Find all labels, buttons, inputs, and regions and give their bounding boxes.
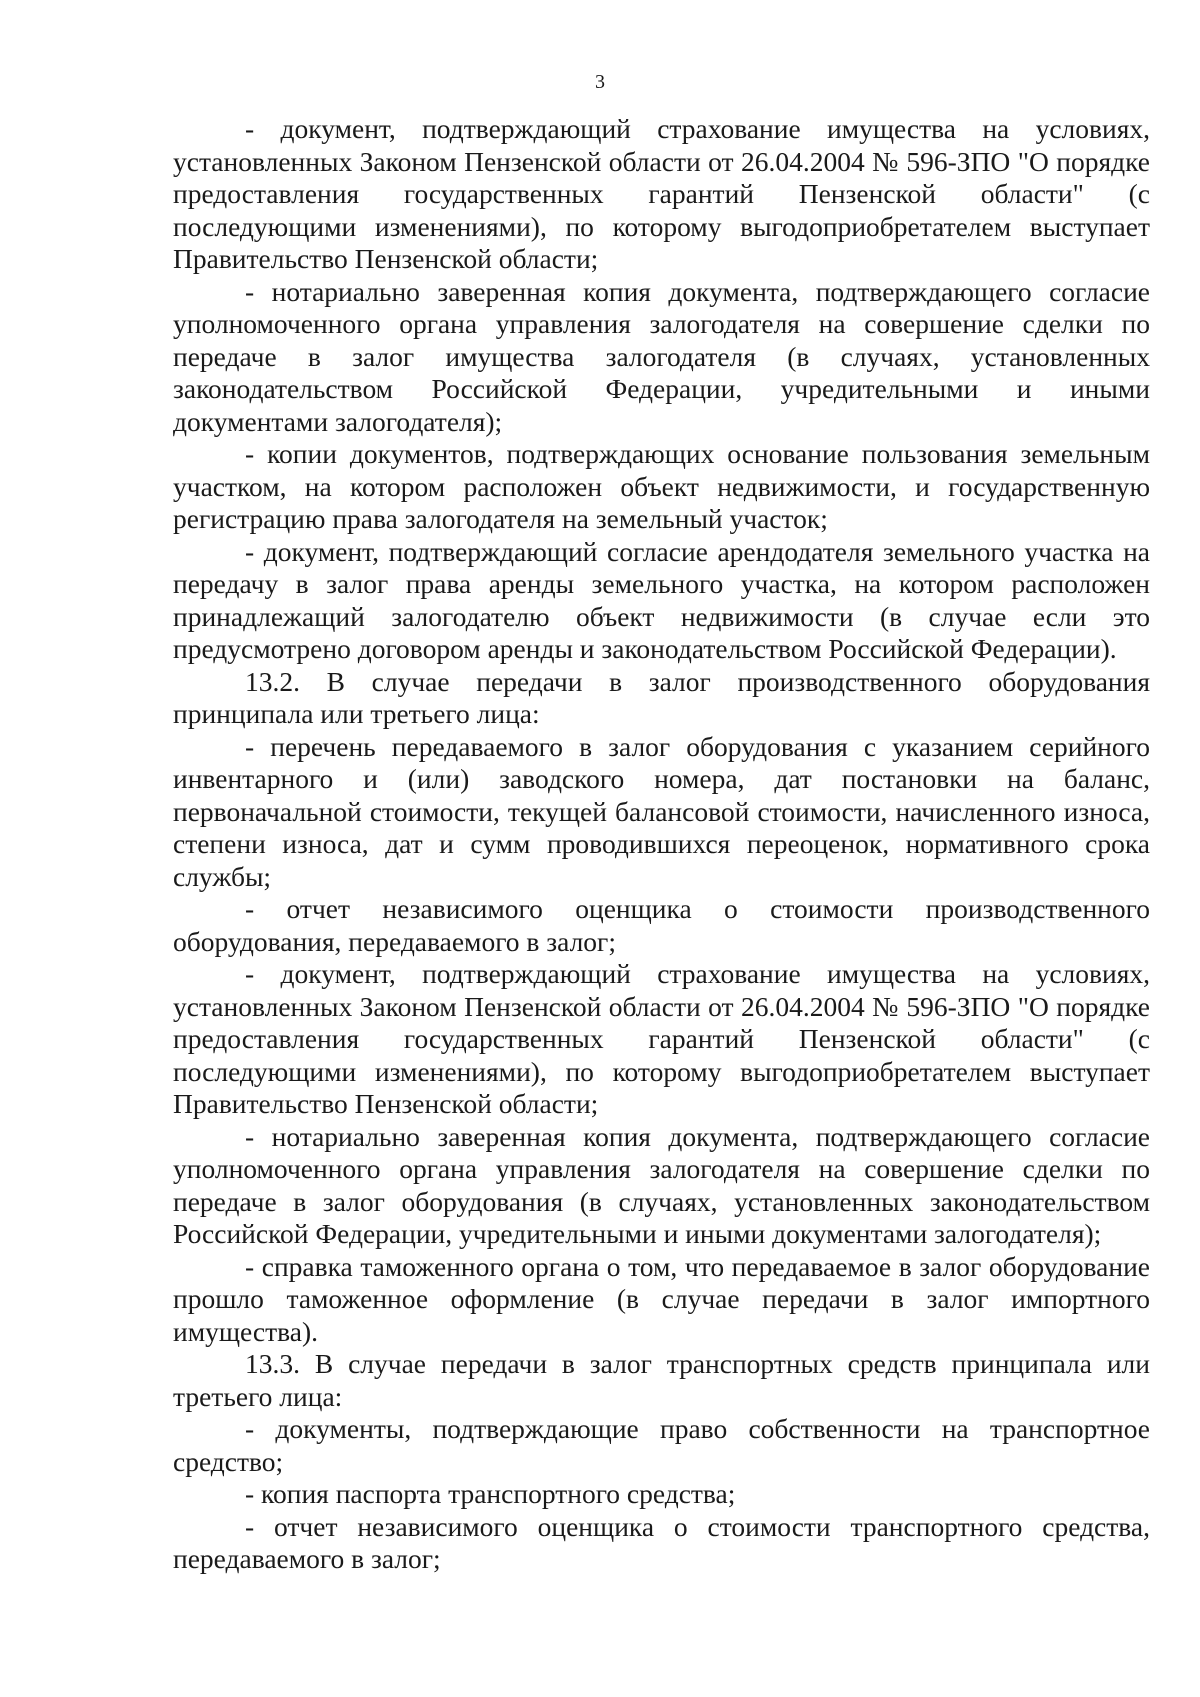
paragraph: - документ, подтверждающий страхование имущества на условиях, установленных Законом Пензенской области от 26.04.2004 № 596-ЗПО "О порядке предоставления государственных гарантий Пензенской области" (с последующими изменениями), по которому выгодоприобретателем выступает Правительство Пензенской области; <box>173 958 1150 1119</box>
paragraph: - копии документов, подтверждающих основание пользования земельным участком, на котором расположен объект недвижимости, и государственную регистрацию права залогодателя на земельный участок; <box>173 438 1150 534</box>
paragraph: - справка таможенного органа о том, что передаваемое в залог оборудование прошло таможенное оформление (в случае передачи в залог импортного имущества). <box>173 1250 1150 1347</box>
document-body <box>173 113 1150 1576</box>
paragraph: - документ, подтверждающий согласие арендодателя земельного участка на передачу в залог права аренды земельного участка, на котором расположен принадлежащий залогодателю объект недвижимости (в случае если это предусмотрено договором аренды и законодательством Российской Федерации). <box>173 535 1150 664</box>
paragraph: - копия паспорта транспортного средства; <box>245 1478 736 1509</box>
section-heading-paragraph: 13.2. В случае передачи в залог производственного оборудования принципала или третьего лица: <box>173 665 1150 729</box>
paragraph: - отчет независимого оценщика о стоимости производственного оборудования, передаваемого в залог; <box>173 893 1150 957</box>
paragraph: - нотариально заверенная копия документа, подтверждающего согласие уполномоченного органа управления залогодателя на совершение сделки по передаче в залог имущества залогодателя (в случаях, установленных законодательством Российской Федерации, учредительными и иными документами залогодателя); <box>173 275 1150 437</box>
paragraph: - документы, подтверждающие право собственности на транспортное средство; <box>173 1413 1150 1477</box>
page-number: 3 <box>595 71 605 93</box>
paragraph: - отчет независимого оценщика о стоимости транспортного средства, передаваемого в залог; <box>173 1510 1150 1574</box>
paragraph: - документ, подтверждающий страхование имущества на условиях, установленных Законом Пензенской области от 26.04.2004 № 596-ЗПО "О порядке предоставления государственных гарантий Пензенской области" (с последующими изменениями), по которому выгодоприобретателем выступает Правительство Пензенской области; <box>173 113 1150 274</box>
section-heading-paragraph: 13.3. В случае передачи в залог транспортных средств принципала или третьего лица: <box>173 1348 1150 1412</box>
paragraph: - перечень передаваемого в залог оборудования с указанием серийного инвентарного и (или) заводского номера, дат постановки на баланс, первоначальной стоимости, текущей балансовой стоимости, начисленного износа, степени износа, дат и сумм проводившихся переоценок, нормативного срока службы; <box>173 730 1150 892</box>
paragraph: - нотариально заверенная копия документа, подтверждающего согласие уполномоченного органа управления залогодателя на совершение сделки по передаче в залог оборудования (в случаях, установленных законодательством Российской Федерации, учредительными и иными документами залогодателя); <box>173 1120 1150 1249</box>
